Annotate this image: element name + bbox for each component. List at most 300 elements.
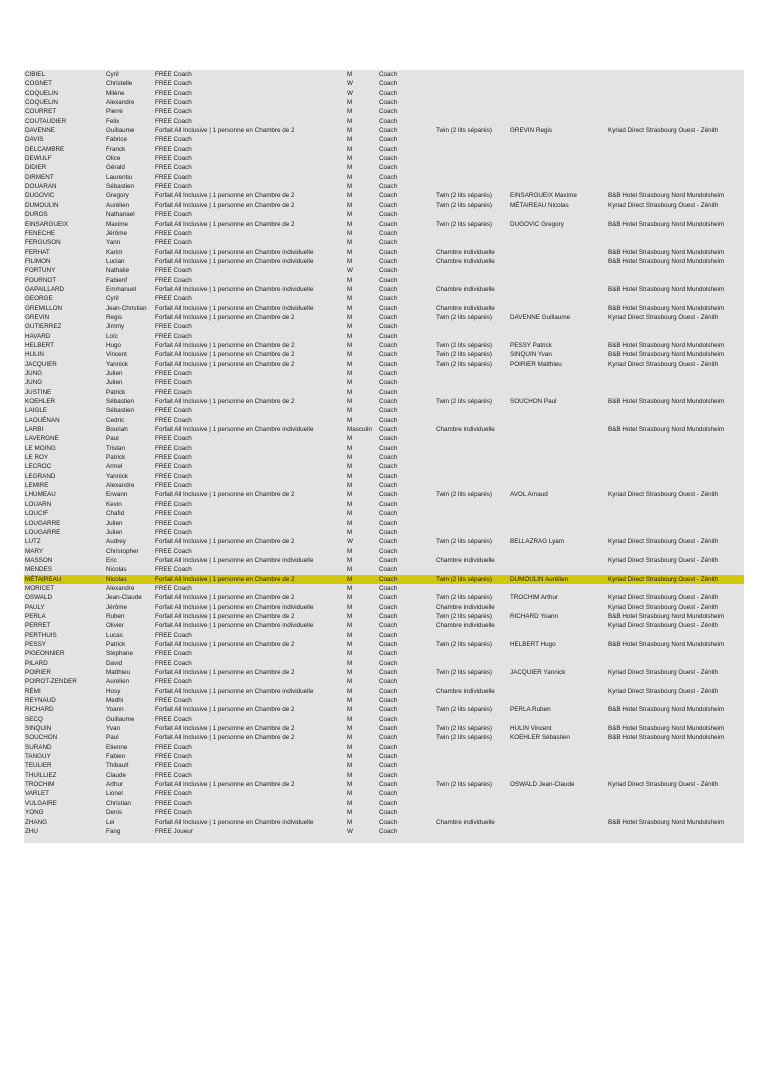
- table-row: [24, 220, 744, 229]
- cell-gender: M: [347, 762, 353, 770]
- table-row: [24, 360, 744, 369]
- cell-hotel: [608, 70, 744, 79]
- cell-gender: M: [347, 323, 353, 331]
- cell-hotel: [608, 827, 744, 836]
- cell-room-type: [436, 677, 508, 686]
- table-row: [24, 444, 744, 453]
- cell-first-name: Patrick: [106, 388, 126, 396]
- cell-last-name: DEWULF: [25, 155, 52, 163]
- cell-hotel: [608, 332, 744, 341]
- cell-roommate: MÉTAIREAU Nicolas: [510, 201, 569, 209]
- cell-role: Coach: [379, 706, 398, 714]
- cell-package: FREE Coach: [155, 528, 192, 536]
- cell-room-type: Chambre individuelle: [436, 257, 495, 265]
- cell-last-name: FORTUNY: [25, 267, 56, 275]
- cell-hotel: [608, 98, 744, 107]
- cell-last-name: HULIN: [25, 351, 44, 359]
- cell-roommate: EINSARGUEIX Maxime: [510, 192, 577, 200]
- cell-last-name: JUSTINE: [25, 388, 52, 396]
- cell-last-name: LHUMEAU: [25, 491, 56, 499]
- cell-package: Forfait All Inclusive | 1 personne en Chambre de 2: [155, 640, 295, 648]
- cell-role: Coach: [379, 669, 398, 676]
- cell-role: Coach: [379, 771, 398, 779]
- cell-first-name: Yoann: [106, 706, 124, 714]
- cell-hotel: [608, 696, 744, 705]
- cell-roommate: [510, 173, 608, 182]
- cell-hotel: B&B Hotel Strasbourg Nord Mundolsheim: [608, 725, 725, 733]
- cell-package: Forfait All Inclusive | 1 personne en Chambre de 2: [155, 398, 295, 406]
- cell-role: Coach: [379, 360, 398, 368]
- table-row: [24, 537, 744, 546]
- cell-first-name: Olice: [106, 155, 121, 163]
- cell-package: Forfait All Inclusive | 1 personne en Chambre de 2: [155, 734, 295, 742]
- cell-hotel: B&B Hotel Strasbourg Nord Mundolsheim: [608, 248, 725, 256]
- cell-package: Forfait All Inclusive | 1 personne en Chambre de 2: [155, 706, 295, 714]
- cell-roommate: [510, 154, 608, 163]
- cell-hotel: [608, 789, 744, 798]
- cell-role: Coach: [379, 575, 398, 583]
- cell-gender: M: [347, 201, 353, 209]
- cell-hotel: [608, 565, 744, 574]
- cell-role: Coach: [379, 89, 398, 97]
- cell-roommate: BELLAZRAG Lyam: [510, 538, 565, 546]
- cell-gender: M: [347, 734, 353, 742]
- cell-package: FREE Coach: [155, 631, 192, 639]
- cell-first-name: Sébastien: [106, 183, 135, 191]
- cell-room-type: [436, 827, 508, 836]
- cell-package: FREE Coach: [155, 650, 192, 658]
- table-row: [24, 547, 744, 556]
- cell-hotel: [608, 509, 744, 518]
- cell-package: FREE Coach: [155, 799, 192, 807]
- cell-room-type: [436, 388, 508, 397]
- cell-first-name: Sébastien: [106, 407, 135, 415]
- cell-roommate: SINQUIN Yvan: [510, 351, 552, 359]
- cell-package: FREE Coach: [155, 370, 192, 377]
- table-row: [24, 107, 744, 116]
- cell-room-type: Twin (2 lits séparés): [436, 781, 492, 789]
- cell-room-type: [436, 154, 508, 163]
- table-row: [24, 575, 744, 584]
- cell-hotel: [608, 117, 744, 126]
- cell-room-type: [436, 472, 508, 481]
- cell-role: Coach: [379, 304, 398, 312]
- cell-last-name: COQUELIN: [25, 89, 58, 97]
- cell-gender: M: [347, 257, 353, 265]
- cell-first-name: Christopher: [106, 547, 139, 555]
- cell-room-type: Twin (2 lits séparés): [436, 192, 492, 200]
- cell-role: Coach: [379, 370, 398, 377]
- cell-package: FREE Coach: [155, 80, 192, 88]
- cell-roommate: HELBERT Hugo: [510, 640, 556, 648]
- table-row: [24, 294, 744, 303]
- table-row: [24, 98, 744, 107]
- cell-first-name: Jérôme: [106, 603, 127, 611]
- cell-last-name: VARLET: [25, 790, 50, 798]
- cell-gender: M: [347, 379, 353, 387]
- cell-first-name: Laurentiu: [106, 173, 133, 181]
- cell-room-type: [436, 89, 508, 98]
- cell-package: FREE Coach: [155, 435, 192, 443]
- cell-first-name: Julien: [106, 379, 123, 387]
- cell-last-name: LAVERGNE: [25, 435, 59, 443]
- table-row: [24, 490, 744, 499]
- cell-last-name: FILIMON: [25, 257, 51, 265]
- cell-first-name: Nicolas: [106, 566, 127, 574]
- cell-package: FREE Joueur: [155, 827, 193, 835]
- table-row: [24, 818, 744, 827]
- cell-hotel: B&B Hotel Strasbourg Nord Mundolsheim: [608, 640, 725, 648]
- cell-room-type: [436, 416, 508, 425]
- cell-roommate: [510, 182, 608, 191]
- cell-gender: M: [347, 388, 353, 396]
- cell-room-type: Twin (2 lits séparés): [436, 127, 492, 135]
- cell-role: Coach: [379, 556, 398, 564]
- cell-gender: M: [347, 640, 353, 648]
- cell-first-name: Karim: [106, 248, 123, 256]
- cell-last-name: DUGOVIC: [25, 192, 55, 200]
- table-row: [24, 266, 744, 275]
- cell-gender: M: [347, 192, 353, 200]
- cell-first-name: Alexandre: [106, 99, 135, 107]
- cell-first-name: Cedric: [106, 416, 125, 424]
- cell-hotel: [608, 584, 744, 593]
- cell-last-name: THUILLIEZ: [25, 771, 57, 779]
- cell-gender: M: [347, 71, 353, 78]
- table-row: [24, 406, 744, 415]
- cell-gender: M: [347, 117, 353, 125]
- cell-first-name: Medhi: [106, 697, 124, 705]
- cell-role: Coach: [379, 239, 398, 247]
- cell-hotel: [608, 528, 744, 537]
- cell-package: Forfait All Inclusive | 1 personne en Chambre individuelle: [155, 426, 314, 434]
- table-row: [24, 135, 744, 144]
- cell-first-name: Fabienf: [106, 276, 128, 284]
- cell-role: Coach: [379, 594, 398, 602]
- cell-role: Coach: [379, 183, 398, 191]
- cell-room-type: Chambre individuelle: [436, 304, 495, 312]
- cell-role: Coach: [379, 753, 398, 761]
- cell-roommate: [510, 472, 608, 481]
- cell-package: FREE Coach: [155, 472, 192, 480]
- cell-hotel: [608, 89, 744, 98]
- table-row: [24, 453, 744, 462]
- cell-last-name: EINSARGUEIX: [25, 220, 69, 228]
- cell-package: Forfait All Inclusive | 1 personne en Chambre de 2: [155, 594, 295, 602]
- cell-gender: M: [347, 678, 353, 686]
- cell-roommate: DAVENNE Guillaume: [510, 313, 571, 321]
- cell-room-type: [436, 117, 508, 126]
- cell-hotel: [608, 229, 744, 238]
- cell-package: FREE Coach: [155, 229, 192, 237]
- cell-last-name: POIROT-ZENDER: [25, 678, 77, 686]
- cell-roommate: [510, 509, 608, 518]
- cell-role: Coach: [379, 80, 398, 88]
- table-row: [24, 238, 744, 247]
- cell-first-name: Lei: [106, 818, 115, 826]
- cell-package: FREE Coach: [155, 183, 192, 191]
- cell-hotel: [608, 677, 744, 686]
- cell-room-type: [436, 294, 508, 303]
- cell-role: Coach: [379, 827, 398, 835]
- cell-first-name: Christian: [106, 799, 131, 807]
- table-row: [24, 201, 744, 210]
- table-row: [24, 668, 744, 677]
- cell-package: FREE Coach: [155, 678, 192, 686]
- cell-package: FREE Coach: [155, 295, 192, 303]
- cell-package: FREE Coach: [155, 145, 192, 153]
- cell-package: Forfait All Inclusive | 1 personne en Chambre de 2: [155, 538, 295, 546]
- cell-gender: M: [347, 743, 353, 751]
- cell-role: Coach: [379, 136, 398, 144]
- cell-roommate: [510, 631, 608, 640]
- cell-room-type: [436, 771, 508, 780]
- cell-room-type: [436, 378, 508, 387]
- cell-gender: W: [347, 827, 353, 835]
- cell-roommate: [510, 79, 608, 88]
- cell-hotel: [608, 659, 744, 668]
- cell-gender: M: [347, 622, 353, 630]
- cell-gender: M: [347, 547, 353, 555]
- cell-role: Coach: [379, 584, 398, 592]
- cell-room-type: [436, 453, 508, 462]
- cell-package: FREE Coach: [155, 379, 192, 387]
- cell-package: Forfait All Inclusive | 1 personne en Chambre de 2: [155, 575, 295, 583]
- cell-roommate: [510, 687, 608, 696]
- cell-first-name: David: [106, 659, 123, 667]
- cell-package: FREE Coach: [155, 809, 192, 817]
- cell-last-name: PIGEONNIER: [25, 650, 65, 658]
- cell-roommate: OSWALD Jean-Claude: [510, 781, 575, 789]
- cell-package: Forfait All Inclusive | 1 personne en Chambre de 2: [155, 725, 295, 733]
- cell-roommate: [510, 70, 608, 79]
- cell-hotel: Kyriad Direct Strasbourg Ouest - Zénith: [608, 127, 719, 135]
- cell-gender: M: [347, 500, 353, 508]
- cell-roommate: DUGOVIC Gregory: [510, 220, 564, 228]
- cell-roommate: [510, 135, 608, 144]
- cell-role: Coach: [379, 510, 398, 518]
- cell-room-type: Chambre individuelle: [436, 248, 495, 256]
- cell-package: Forfait All Inclusive | 1 personne en Chambre individuelle: [155, 818, 314, 826]
- cell-room-type: [436, 500, 508, 509]
- table-row: [24, 500, 744, 509]
- cell-hotel: [608, 547, 744, 556]
- cell-room-type: [436, 584, 508, 593]
- cell-hotel: Kyriad Direct Strasbourg Ouest - Zénith: [608, 556, 719, 564]
- cell-gender: M: [347, 164, 353, 172]
- cell-gender: M: [347, 603, 353, 611]
- cell-gender: M: [347, 416, 353, 424]
- cell-room-type: [436, 631, 508, 640]
- cell-first-name: Jérôme: [106, 229, 127, 237]
- cell-hotel: B&B Hotel Strasbourg Nord Mundolsheim: [608, 257, 725, 265]
- table-row: [24, 472, 744, 481]
- cell-gender: M: [347, 108, 353, 116]
- cell-package: FREE Coach: [155, 276, 192, 284]
- table-row: [24, 416, 744, 425]
- cell-last-name: SINQUIN: [25, 725, 52, 733]
- cell-last-name: LAOUÉNAN: [25, 416, 60, 424]
- cell-roommate: [510, 425, 608, 434]
- cell-role: Coach: [379, 781, 398, 789]
- cell-room-type: [436, 163, 508, 172]
- cell-package: FREE Coach: [155, 108, 192, 116]
- cell-room-type: [436, 229, 508, 238]
- cell-roommate: [510, 659, 608, 668]
- cell-role: Coach: [379, 538, 398, 546]
- cell-room-type: [436, 808, 508, 817]
- cell-hotel: Kyriad Direct Strasbourg Ouest - Zénith: [608, 313, 719, 321]
- cell-role: Coach: [379, 295, 398, 303]
- cell-room-type: Twin (2 lits séparés): [436, 491, 492, 499]
- cell-first-name: Fabrice: [106, 136, 127, 144]
- cell-first-name: Lucas: [106, 631, 123, 639]
- cell-first-name: Chafid: [106, 510, 125, 518]
- cell-roommate: [510, 304, 608, 313]
- cell-role: Coach: [379, 491, 398, 499]
- cell-last-name: GAPAILLARD: [25, 285, 65, 293]
- cell-last-name: JUNG: [25, 379, 43, 387]
- cell-package: FREE Coach: [155, 790, 192, 798]
- cell-hotel: B&B Hotel Strasbourg Nord Mundolsheim: [608, 351, 725, 359]
- cell-hotel: [608, 406, 744, 415]
- cell-first-name: Cyril: [106, 295, 119, 303]
- cell-role: Coach: [379, 211, 398, 219]
- table-row: [24, 369, 744, 378]
- cell-room-type: Twin (2 lits séparés): [436, 220, 492, 228]
- cell-gender: M: [347, 360, 353, 368]
- table-row: [24, 481, 744, 490]
- cell-gender: M: [347, 332, 353, 340]
- cell-package: FREE Coach: [155, 173, 192, 181]
- cell-first-name: Emmanuel: [106, 285, 137, 293]
- cell-last-name: LEGRAND: [25, 472, 56, 480]
- cell-roommate: [510, 771, 608, 780]
- cell-first-name: Guillaume: [106, 127, 135, 135]
- cell-package: FREE Coach: [155, 164, 192, 172]
- cell-gender: W: [347, 80, 353, 88]
- table-row: [24, 276, 744, 285]
- cell-last-name: JACQUIER: [25, 360, 57, 368]
- cell-hotel: Kyriad Direct Strasbourg Ouest - Zénith: [608, 594, 719, 602]
- cell-role: Coach: [379, 734, 398, 742]
- cell-last-name: MASSON: [25, 556, 53, 564]
- cell-first-name: Yannick: [106, 360, 128, 368]
- cell-room-type: Chambre individuelle: [436, 603, 495, 611]
- cell-last-name: LUTZ: [25, 538, 41, 546]
- cell-role: Coach: [379, 407, 398, 415]
- cell-roommate: [510, 584, 608, 593]
- cell-room-type: Twin (2 lits séparés): [436, 734, 492, 742]
- cell-hotel: [608, 369, 744, 378]
- cell-room-type: Twin (2 lits séparés): [436, 360, 492, 368]
- cell-first-name: Bouriah: [106, 426, 128, 434]
- cell-role: Coach: [379, 71, 398, 78]
- cell-package: FREE Coach: [155, 753, 192, 761]
- cell-room-type: [436, 70, 508, 79]
- cell-role: Coach: [379, 697, 398, 705]
- table-row: [24, 808, 744, 817]
- cell-roommate: [510, 818, 608, 827]
- cell-room-type: [436, 659, 508, 668]
- cell-last-name: YONG: [25, 809, 44, 817]
- cell-roommate: [510, 210, 608, 219]
- cell-gender: M: [347, 304, 353, 312]
- cell-hotel: [608, 434, 744, 443]
- cell-hotel: [608, 416, 744, 425]
- cell-hotel: B&B Hotel Strasbourg Nord Mundolsheim: [608, 734, 725, 742]
- cell-role: Coach: [379, 566, 398, 574]
- cell-roommate: SOUCHON Paul: [510, 398, 557, 406]
- cell-last-name: DOUARAN: [25, 183, 57, 191]
- cell-room-type: [436, 266, 508, 275]
- cell-role: Coach: [379, 715, 398, 723]
- cell-role: Coach: [379, 276, 398, 284]
- cell-last-name: LAIGLE: [25, 407, 48, 415]
- cell-role: Coach: [379, 631, 398, 639]
- cell-package: FREE Coach: [155, 155, 192, 163]
- cell-gender: M: [347, 136, 353, 144]
- cell-gender: M: [347, 594, 353, 602]
- cell-first-name: Regis: [106, 313, 123, 321]
- cell-gender: M: [347, 781, 353, 789]
- cell-package: FREE Coach: [155, 547, 192, 555]
- table-row: [24, 659, 744, 668]
- cell-gender: M: [347, 454, 353, 462]
- cell-room-type: [436, 547, 508, 556]
- cell-last-name: MARY: [25, 547, 44, 555]
- cell-last-name: LECROC: [25, 463, 52, 471]
- cell-role: Coach: [379, 313, 398, 321]
- cell-package: Forfait All Inclusive | 1 personne en Chambre individuelle: [155, 248, 314, 256]
- cell-gender: M: [347, 809, 353, 817]
- cell-first-name: Hosy: [106, 687, 121, 695]
- cell-last-name: LOUGARRE: [25, 519, 61, 527]
- cell-last-name: COQUELIN: [25, 99, 58, 107]
- cell-role: Coach: [379, 612, 398, 620]
- cell-roommate: PERLA Ruben: [510, 706, 551, 714]
- cell-hotel: [608, 771, 744, 780]
- cell-hotel: [608, 752, 744, 761]
- cell-hotel: [608, 145, 744, 154]
- cell-room-type: [436, 276, 508, 285]
- cell-roommate: [510, 98, 608, 107]
- cell-gender: M: [347, 612, 353, 620]
- cell-first-name: Lucian: [106, 257, 125, 265]
- cell-last-name: PILARD: [25, 659, 48, 667]
- table-row: [24, 163, 744, 172]
- cell-hotel: Kyriad Direct Strasbourg Ouest - Zénith: [608, 491, 719, 499]
- cell-hotel: [608, 238, 744, 247]
- cell-role: Coach: [379, 622, 398, 630]
- table-row: [24, 145, 744, 154]
- cell-package: FREE Coach: [155, 407, 192, 415]
- cell-package: FREE Coach: [155, 584, 192, 592]
- cell-package: FREE Coach: [155, 416, 192, 424]
- cell-gender: M: [347, 173, 353, 181]
- cell-last-name: VULGAIRE: [25, 799, 57, 807]
- cell-role: Coach: [379, 426, 398, 434]
- cell-last-name: FOURNOT: [25, 276, 57, 284]
- cell-hotel: [608, 500, 744, 509]
- table-row: [24, 89, 744, 98]
- table-row: [24, 743, 744, 752]
- cell-first-name: Yann: [106, 239, 121, 247]
- cell-first-name: Alexandre: [106, 584, 135, 592]
- cell-role: Coach: [379, 463, 398, 471]
- cell-gender: M: [347, 444, 353, 452]
- cell-role: Coach: [379, 678, 398, 686]
